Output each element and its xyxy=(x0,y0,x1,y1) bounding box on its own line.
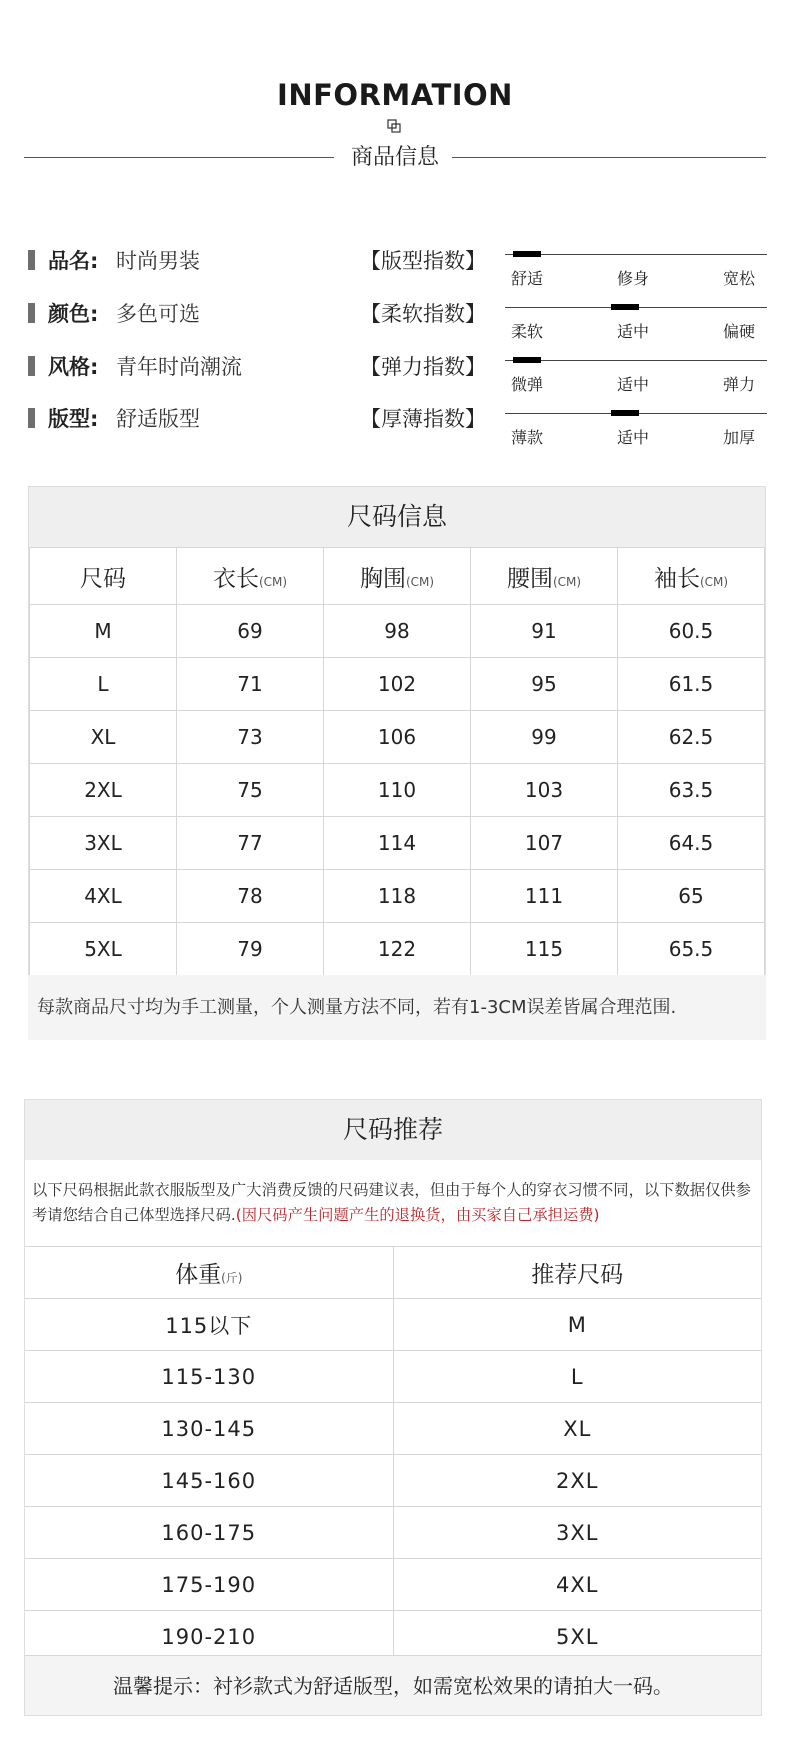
scale-indicator xyxy=(513,251,541,257)
scale-option: 修身 xyxy=(617,269,650,288)
scale-fit xyxy=(505,250,767,290)
product-value: 舒适版型 xyxy=(116,407,200,431)
column-header: 胸围(CM) xyxy=(324,548,471,605)
return-policy-warning: (因尺码产生问题产生的退换货，由买家自己承担运费) xyxy=(235,1206,600,1224)
table-cell: XL xyxy=(393,1403,761,1455)
table-cell: 2XL xyxy=(30,764,177,817)
unit-label: (CM) xyxy=(699,574,729,589)
size-table xyxy=(29,547,765,976)
table-cell: 63.5 xyxy=(618,764,765,817)
table-cell: 79 xyxy=(177,923,324,976)
column-header: 袖长(CM) xyxy=(618,548,765,605)
column-header: 体重(斤) xyxy=(25,1247,393,1299)
table-cell: L xyxy=(393,1351,761,1403)
table-header-row xyxy=(30,548,765,605)
table-cell: 103 xyxy=(471,764,618,817)
product-value: 青年时尚潮流 xyxy=(116,355,242,379)
column-header: 衣长(CM) xyxy=(177,548,324,605)
table-row xyxy=(30,764,765,817)
scale-indicator xyxy=(611,410,639,416)
row-marker xyxy=(28,356,35,376)
table-cell: 111 xyxy=(471,870,618,923)
table-row xyxy=(30,817,765,870)
row-marker xyxy=(28,250,35,270)
scale-option: 偏硬 xyxy=(723,322,756,341)
measurement-note: 每款商品尺寸均为手工测量，个人测量方法不同，若有1-3CM误差皆属合理范围. xyxy=(28,975,766,1040)
index-label-softness: 【柔软指数】 xyxy=(360,302,486,326)
table-cell: XL xyxy=(30,711,177,764)
table-cell: 190-210 xyxy=(25,1611,393,1663)
table-row xyxy=(30,711,765,764)
table-row xyxy=(25,1299,761,1351)
scale-option: 柔软 xyxy=(511,322,544,341)
table-row xyxy=(25,1351,761,1403)
table-cell: 122 xyxy=(324,923,471,976)
scale-option: 弹力 xyxy=(723,375,756,394)
table-cell: 78 xyxy=(177,870,324,923)
product-key: 版型: xyxy=(48,407,99,431)
size-recommend-title: 尺码推荐 xyxy=(25,1100,761,1160)
column-header: 腰围(CM) xyxy=(471,548,618,605)
table-cell: M xyxy=(30,605,177,658)
size-recommend-section xyxy=(24,1099,762,1716)
scale-option: 加厚 xyxy=(723,428,756,447)
scale-option: 适中 xyxy=(617,375,650,394)
size-tip: 温馨提示：衬衫款式为舒适版型，如需宽松效果的请拍大一码。 xyxy=(25,1655,761,1715)
table-cell: 145-160 xyxy=(25,1455,393,1507)
table-row xyxy=(25,1403,761,1455)
table-row xyxy=(30,605,765,658)
scale-option: 薄款 xyxy=(511,428,544,447)
table-cell: 4XL xyxy=(393,1559,761,1611)
table-cell: 65.5 xyxy=(618,923,765,976)
table-cell: L xyxy=(30,658,177,711)
table-header-row xyxy=(25,1247,761,1299)
scale-track xyxy=(505,360,767,361)
scale-indicator xyxy=(611,304,639,310)
table-cell: 75 xyxy=(177,764,324,817)
unit-label: (CM) xyxy=(258,574,288,589)
table-cell: 2XL xyxy=(393,1455,761,1507)
table-cell: 65 xyxy=(618,870,765,923)
table-cell: 64.5 xyxy=(618,817,765,870)
index-label-thickness: 【厚薄指数】 xyxy=(360,407,486,431)
table-row xyxy=(30,923,765,976)
scale-track xyxy=(505,254,767,255)
table-cell: 106 xyxy=(324,711,471,764)
table-cell: 115-130 xyxy=(25,1351,393,1403)
table-cell: 98 xyxy=(324,605,471,658)
table-cell: 99 xyxy=(471,711,618,764)
page-subtitle: 商品信息 xyxy=(350,145,439,170)
table-cell: 4XL xyxy=(30,870,177,923)
row-marker xyxy=(28,303,35,323)
table-cell: 175-190 xyxy=(25,1559,393,1611)
table-cell: 130-145 xyxy=(25,1403,393,1455)
scale-option: 舒适 xyxy=(511,269,544,288)
product-value: 时尚男装 xyxy=(116,249,200,273)
table-cell: 69 xyxy=(177,605,324,658)
table-cell: 61.5 xyxy=(618,658,765,711)
table-row xyxy=(25,1559,761,1611)
table-cell: 3XL xyxy=(393,1507,761,1559)
scale-option: 适中 xyxy=(617,322,650,341)
table-cell: 110 xyxy=(324,764,471,817)
table-cell: 95 xyxy=(471,658,618,711)
table-cell: 160-175 xyxy=(25,1507,393,1559)
scale-option: 宽松 xyxy=(723,269,756,288)
column-header: 推荐尺码 xyxy=(393,1247,761,1299)
table-cell: 118 xyxy=(324,870,471,923)
table-cell: 60.5 xyxy=(618,605,765,658)
overlap-squares-icon xyxy=(387,119,401,133)
size-info-title: 尺码信息 xyxy=(29,487,765,547)
table-cell: 102 xyxy=(324,658,471,711)
recommend-table xyxy=(25,1246,761,1663)
table-row xyxy=(25,1507,761,1559)
product-key: 品名: xyxy=(48,249,99,273)
table-cell: 91 xyxy=(471,605,618,658)
table-cell: 115 xyxy=(471,923,618,976)
product-key: 颜色: xyxy=(48,302,99,326)
table-cell: 73 xyxy=(177,711,324,764)
table-row xyxy=(25,1455,761,1507)
column-header: 尺码 xyxy=(30,548,177,605)
scale-thickness xyxy=(505,409,767,449)
index-label-fit: 【版型指数】 xyxy=(360,249,486,273)
table-cell: 107 xyxy=(471,817,618,870)
scale-indicator xyxy=(513,357,541,363)
table-cell: M xyxy=(393,1299,761,1351)
product-value: 多色可选 xyxy=(116,302,200,326)
unit-label: (斤) xyxy=(221,1271,243,1285)
table-cell: 62.5 xyxy=(618,711,765,764)
table-cell: 5XL xyxy=(393,1611,761,1663)
size-info-section xyxy=(28,486,766,1040)
table-cell: 71 xyxy=(177,658,324,711)
scale-softness xyxy=(505,303,767,343)
table-cell: 3XL xyxy=(30,817,177,870)
table-row xyxy=(30,658,765,711)
table-row xyxy=(30,870,765,923)
page-title: INFORMATION xyxy=(277,78,513,112)
index-label-stretch: 【弹力指数】 xyxy=(360,355,486,379)
scale-stretch xyxy=(505,356,767,396)
scale-option: 微弹 xyxy=(511,375,544,394)
table-cell: 115以下 xyxy=(25,1299,393,1351)
row-marker xyxy=(28,408,35,428)
table-cell: 77 xyxy=(177,817,324,870)
unit-label: (CM) xyxy=(405,574,435,589)
scale-option: 适中 xyxy=(617,428,650,447)
recommend-description: 以下尺码根据此款衣服版型及广大消费反馈的尺码建议表，但由于每个人的穿衣习惯不同，以下数据仅供参考请您结合自己体型选择尺码.(因尺码产生问题产生的退换货，由买家自己承担运费) xyxy=(32,1181,751,1224)
table-cell: 114 xyxy=(324,817,471,870)
table-cell: 5XL xyxy=(30,923,177,976)
unit-label: (CM) xyxy=(552,574,582,589)
product-key: 风格: xyxy=(48,355,99,379)
